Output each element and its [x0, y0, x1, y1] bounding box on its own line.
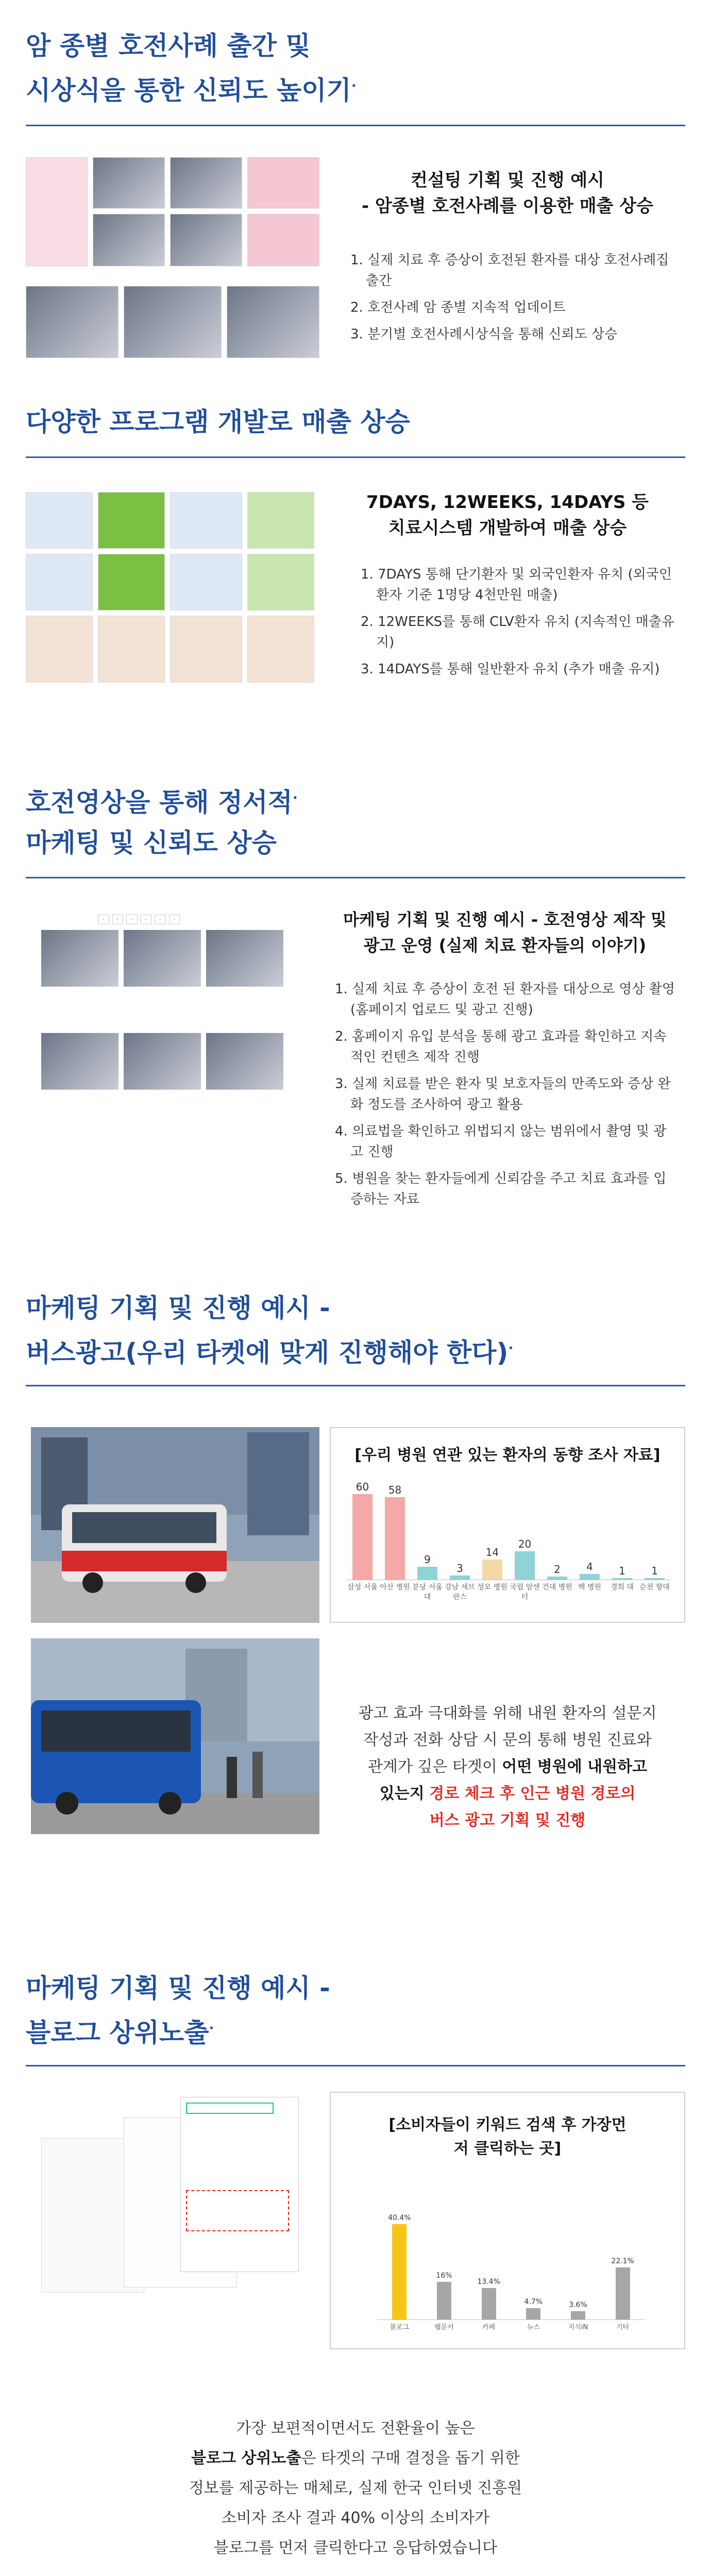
bar-category-label: 지식iN	[568, 2324, 588, 2331]
video-card	[124, 1033, 201, 1115]
highlight-box	[186, 2190, 289, 2231]
video-card	[124, 930, 201, 1012]
section-heading: 마케팅 기획 및 진행 예시 - 블로그 상위노출·	[26, 1973, 330, 2048]
chart-title: [우리 병원 연관 있는 환자의 동향 조사 자료]	[354, 1446, 661, 1464]
bar-value-label: 60	[356, 1481, 369, 1493]
bar-value-label: 9	[424, 1553, 431, 1566]
video-tab: ·	[141, 914, 152, 924]
list-item: 1. 실제 치료 후 증상이 호전된 환자를 대상 호전사례집 출간	[350, 252, 669, 289]
bus-ad-photo	[31, 1427, 319, 1623]
accent-dot-icon: ·	[508, 1341, 514, 1356]
bar-category-label: 백 병원	[578, 1583, 602, 1591]
section-heading: 호전영상을 통해 정서적· 마케팅 및 신뢰도 상승	[26, 787, 298, 858]
bar-category-label: 건대 병원	[542, 1583, 572, 1591]
bar-value-label: 40.4%	[388, 2214, 411, 2223]
video-tab: ·	[98, 914, 109, 924]
search-bar	[186, 2103, 274, 2114]
program-brochure-image	[170, 492, 242, 549]
bar-value-label: 58	[388, 1483, 402, 1496]
chart-bar	[547, 1577, 567, 1580]
section-case-publication	[0, 0, 711, 361]
blog-description: 가장 보편적이면서도 전환율이 높은 블로그 상위노출은 타겟의 구매 결정을 돕기 위한 정보를 제공하는 매체로, 실제 한국 인터넷 진흥원 소비자 조사 결과 40% 이상의 소비자가 블로그를 먼저 클릭한다고 응답하였습니다	[189, 2419, 522, 2557]
patient-trend-chart	[330, 1427, 685, 1623]
case-book-image	[170, 214, 242, 266]
ceremony-photo	[124, 286, 222, 358]
bar-category-label: 성모 병원	[477, 1583, 507, 1591]
case-book-image	[93, 157, 165, 209]
bus-ad-photo	[31, 1638, 319, 1834]
section-bus-ad	[0, 1278, 711, 1947]
section-heading: 다양한 프로그램 개발로 매출 상승	[26, 407, 410, 437]
divider	[26, 877, 685, 878]
chart-bar	[450, 1575, 470, 1580]
video-tab: ·	[126, 914, 138, 924]
case-book-image	[93, 214, 165, 266]
chart-bar	[580, 1574, 600, 1580]
box-title: 7DAYS, 12WEEKS, 14DAYS 등 치료시스템 개발하여 매출 상승	[366, 492, 649, 538]
divider	[26, 125, 685, 126]
list-item: 1. 7DAYS 통해 단기환자 및 외국인환자 유치 (외국인환자 기준 1명당 4천만원 매출)	[361, 567, 672, 603]
chart-bar	[437, 2282, 451, 2319]
bar-category-label: 아산 병원	[380, 1583, 410, 1591]
bar-category-label: 강남 세브 란스	[445, 1583, 475, 1601]
bus-photo-illustration	[31, 1427, 319, 1623]
video-tab-row	[98, 914, 180, 924]
video-thumbnail	[124, 1033, 201, 1090]
list-item: 1. 실제 치료 후 증상이 호전 된 환자를 대상으로 영상 촬영(홈페이지 업로드 및 광고 진행)	[335, 981, 675, 1018]
ceremony-photo	[227, 286, 319, 358]
bar-value-label: 2	[554, 1563, 561, 1576]
chart-bar	[392, 2224, 407, 2319]
chart-bar	[645, 1578, 665, 1580]
video-card	[206, 1033, 283, 1115]
program-brochure-image	[247, 492, 314, 549]
video-card	[41, 930, 118, 1012]
bar-value-label: 4.7%	[524, 2298, 543, 2307]
video-card	[206, 930, 283, 1012]
accent-dot-icon: ·	[209, 2021, 214, 2036]
video-card	[41, 1033, 118, 1115]
bar-category-label: 삼성 서울	[347, 1583, 378, 1591]
chart-bar	[385, 1497, 405, 1580]
list-item: 2. 홈페이지 유입 분석을 통해 광고 효과를 확인하고 지속적인 컨텐츠 제작 진행	[335, 1029, 667, 1065]
program-brochure-image	[98, 492, 165, 549]
bar-value-label: 4	[586, 1560, 593, 1573]
list-item: 2. 호전사례 암 종별 지속적 업데이트	[350, 300, 566, 315]
case-book-image	[247, 157, 319, 209]
video-thumbnail	[41, 1033, 118, 1090]
chart-bar	[515, 1551, 535, 1580]
chart-plot-area	[377, 2201, 645, 2335]
bar-value-label: 1	[651, 1565, 658, 1578]
bar-category-label: 블로그	[390, 2324, 410, 2331]
divider	[26, 456, 685, 458]
section-heading: 마케팅 기획 및 진행 예시 - 버스광고(우리 타켓에 맞게 진행해야 한다)·	[26, 1293, 514, 1368]
chart-title: [소비자들이 키워드 검색 후 가장먼저 클릭하는 곳]	[388, 2116, 627, 2158]
video-thumbnail	[124, 930, 201, 987]
list-item: 2. 12WEEKS를 통해 CLV환자 유치 (지속적인 매출유지)	[361, 614, 674, 650]
section-programs	[0, 361, 711, 732]
bar-value-label: 3.6%	[569, 2300, 587, 2309]
bar-value-label: 20	[518, 1537, 532, 1550]
bar-category-label: 분당 서울대	[412, 1583, 443, 1601]
case-book-image	[26, 157, 88, 266]
bar-category-label: 순천 향대	[639, 1583, 670, 1591]
bar-value-label: 1	[619, 1565, 625, 1578]
chart-bar	[571, 2311, 585, 2319]
video-thumbnail	[41, 930, 118, 987]
chart-bar	[482, 2288, 496, 2319]
program-brochure-image	[170, 554, 242, 611]
bar-category-label: 카페	[482, 2324, 496, 2331]
program-brochure-image	[247, 616, 314, 683]
ceremony-photo	[26, 286, 118, 358]
program-brochure-image	[98, 616, 165, 683]
section-heading	[26, 26, 357, 111]
bar-category-label: 국립 암센터	[510, 1583, 540, 1601]
bar-category-label: 웹문서	[434, 2324, 454, 2331]
program-brochure-image	[26, 554, 93, 611]
bar-value-label: 14	[485, 1546, 499, 1559]
accent-dot-icon: ·	[351, 78, 357, 94]
bus-ad-description: 광고 효과 극대화를 위해 내원 환자의 설문지 작성과 전화 상담 시 문의 통해 병원 진료와 관계가 깊은 타겟이 어떤 병원에 내원하고 있는지 경로 체크 후 인근 병원 경로의 버스 광고 기획 및 진행	[358, 1704, 657, 1829]
program-brochure-image	[98, 554, 165, 611]
bar-value-label: 13.4%	[477, 2277, 500, 2286]
accent-dot-icon: ·	[292, 790, 298, 806]
section-blog	[0, 1947, 711, 2576]
video-tab: ·	[169, 914, 180, 924]
list-item: 3. 14DAYS를 통해 일반환자 유치 (추가 매출 유지)	[361, 662, 660, 677]
video-tab: ·	[155, 914, 166, 924]
item-list	[335, 979, 675, 1216]
program-brochure-image	[26, 492, 93, 549]
divider	[26, 1385, 685, 1386]
case-book-image	[170, 157, 242, 209]
box-title: 마케팅 기획 및 진행 예시 - 호전영상 제작 및 광고 운영 (실제 치료 환자들의 이야기)	[343, 910, 667, 955]
chart-bar	[417, 1567, 437, 1580]
video-tab: ·	[112, 914, 124, 924]
chart-baseline	[377, 2319, 645, 2320]
chart-bar	[616, 2267, 630, 2319]
case-book-image	[247, 214, 319, 266]
program-brochure-image	[26, 616, 93, 683]
chart-plot-area	[346, 1480, 671, 1614]
bar-value-label: 22.1%	[611, 2257, 634, 2265]
blog-search-screenshot	[180, 2097, 299, 2272]
item-list	[361, 564, 680, 686]
heading-line: 암 종별 호전사례 출간 및	[26, 31, 311, 61]
bar-category-label: 뉴스	[527, 2324, 540, 2331]
item-list	[350, 250, 680, 351]
chart-bar	[352, 1494, 373, 1580]
chart-bar	[482, 1560, 502, 1580]
box-title: 컨설팅 기획 및 진행 예시 - 암종별 호전사례를 이용한 매출 상승	[362, 170, 653, 216]
bar-category-label: 경희 대	[610, 1583, 634, 1591]
chart-bar	[612, 1578, 632, 1580]
blog-click-chart	[330, 2092, 685, 2349]
program-brochure-image	[170, 616, 242, 683]
bus-photo-illustration	[31, 1638, 319, 1834]
section-video-marketing	[0, 732, 711, 1278]
video-thumbnail	[206, 930, 283, 987]
divider	[26, 2065, 685, 2066]
chart-bar	[526, 2308, 540, 2319]
bar-category-label: 기타	[616, 2324, 630, 2331]
list-item: 5. 병원을 찾는 환자들에게 신뢰감을 주고 치료 효과를 입증하는 자료	[335, 1171, 667, 1207]
bar-value-label: 3	[456, 1562, 463, 1574]
list-item: 4. 의료법을 확인하고 위법되지 않는 범위에서 촬영 및 광고 진행	[335, 1124, 667, 1160]
program-brochure-image	[247, 554, 314, 611]
heading-line: 시상식을 통한 신뢰도 높이기·	[26, 75, 357, 106]
bar-value-label: 16%	[436, 2271, 452, 2280]
list-item: 3. 분기별 호전사례시상식을 통해 신뢰도 상승	[350, 327, 618, 342]
list-item: 3. 실제 치료를 받은 환자 및 보호자들의 만족도와 증상 완화 정도를 조사하여 광고 활용	[335, 1076, 671, 1112]
video-thumbnail	[206, 1033, 283, 1090]
